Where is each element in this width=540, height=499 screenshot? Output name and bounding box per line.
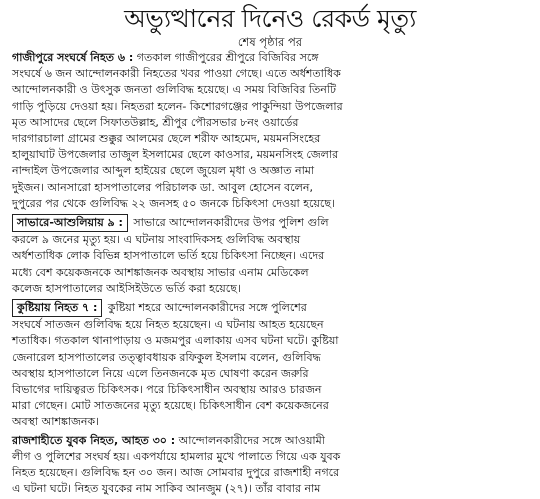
article-line: সংঘর্ষে ৬ জন আন্দোলনকারী নিহতের খবর পাওয়া গেছে। এতে অর্ধশতাধিক bbox=[12, 67, 341, 81]
article-body bbox=[12, 50, 528, 499]
article-line: অবস্থায় হাসপাতালে নিয়ে এলে তিনজনকে মৃত ঘোষণা করেন জরুরি bbox=[12, 366, 309, 380]
article-line: মধ্যে বেশ কয়েকজনকে আশঙ্কাজনক অবস্থায় সাভার এনাম মেডিকেল bbox=[12, 265, 309, 279]
article-line: শতাধিক। গতকাল থানাপাড়ায় ও মজমপুর এলাকায় এসব ঘটনা ঘটে। কুষ্টিয়া bbox=[12, 334, 339, 348]
article-line: সংঘর্ষে সাতজন গুলিবিদ্ধ হয়ে নিহত হয়েছেন। এ ঘটনায় আহত হয়েছেন bbox=[12, 318, 324, 332]
article-line: রাজশাহীতে যুবক নিহত, আহত ৩০ : আন্দোলনকারীদের সঙ্গে আওয়ামী bbox=[12, 433, 325, 447]
article-line: নিহত হয়েছেন। গুলিবিদ্ধ হন ৩০ জন। আজ সোমবার দুপুরে রাজশাহী নগরে bbox=[12, 466, 340, 480]
article-line: সাভারে-আশুলিয়ায় ৯ : সাভারে আন্দোলনকারীদের উপর পুলিশ গুলি bbox=[12, 214, 528, 232]
article-line: মৃত আসাদের ছেলে সিফাতউল্লাহ, শ্রীপুর পৌরসভার ৮নং ওয়ার্ডের bbox=[12, 115, 299, 129]
article-section bbox=[12, 50, 528, 212]
article-section bbox=[12, 214, 528, 297]
article-line: দুপুরের পর থেকে গুলিবিদ্ধ ২২ জনসহ ৫০ জনকে চিকিৎসা দেওয়া হয়েছে। bbox=[12, 196, 335, 210]
article-section bbox=[12, 299, 528, 431]
section-subhead: রাজশাহীতে যুবক নিহত, আহত ৩০ : bbox=[12, 433, 176, 447]
article-line: করলে ৯ জনের মৃত্যু হয়। এ ঘটনায় সাংবাদিকসহ গুলিবিদ্ধ অবস্থায় bbox=[12, 233, 301, 247]
article-line: আন্দোলনকারী ও উৎসুক জনতা গুলিবিদ্ধ হয়েছে। এ সময় বিজিবির তিনটি bbox=[12, 83, 336, 97]
article-line: নান্দাইল উপজেলার আব্দুল হাইয়ের ছেলে জুয়েল মৃধা ও অজ্ঞাত নামা bbox=[12, 164, 315, 178]
article-line: অবস্থা আশঙ্কাজনক। bbox=[12, 415, 100, 429]
article-line: এ ঘটনা ঘটে। নিহত যুবকের নাম সাকিব আনজুম (২৭)। তাঁর বাবার নাম bbox=[12, 482, 321, 496]
article bbox=[0, 4, 540, 496]
continued-note: শেষ পৃষ্ঠার পর bbox=[237, 35, 303, 49]
article-line: লীগ ও পুলিশের সংঘর্ষ হয়। একপর্যায়ে হামলার মুখে পালাতে গিয়ে এক যুবক bbox=[12, 449, 341, 463]
article-line: দারগারচালা গ্রামের শুক্কুর আলমের ছেলে শরীফ আহমেদ, ময়মনসিংহের bbox=[12, 132, 321, 146]
article-line: মারা গেছেন। মোট সাতজনের মৃত্যু হয়েছে। চিকিৎসাধীন বেশ কয়েকজনের bbox=[12, 399, 329, 413]
article-section bbox=[12, 433, 528, 498]
article-line: অর্ধশতাধিক লোক বিভিন্ন হাসপাতালে ভর্তি হয়ে চিকিৎসা নিচ্ছেন। এদের bbox=[12, 249, 325, 263]
article-line: গাড়ি পুড়িয়ে দেওয়া হয়। নিহতরা হলেন- কিশোরগঞ্জের পাকুন্দিয়া উপজেলার bbox=[12, 99, 343, 113]
article-line: বিভাগের দায়িত্বরত চিকিৎসক। পরে চিকিৎসাধীন অবস্থায় আরও চারজন bbox=[12, 383, 322, 397]
section-subhead: গাজীপুরে সংঘর্ষে নিহত ৬ : bbox=[12, 51, 134, 64]
article-line: গাজীপুরে সংঘর্ষে নিহত ৬ : গতকাল গাজীপুরের শ্রীপুরে বিজিবির সঙ্গে bbox=[12, 51, 319, 64]
headline: অভ্যুত্থানের দিনেও রেকর্ড মৃত্যু bbox=[124, 4, 416, 33]
article-line: কলেজ হাসপাতালের আইসিইউতে ভর্তি করা হয়েছে। bbox=[12, 281, 241, 295]
section-subhead: সাভারে-আশুলিয়ায় ৯ : bbox=[12, 214, 128, 232]
article-line: দুইজন। আনসারো হাসপাতালের পরিচালক ডা. আবুল হোসেন বলেন, bbox=[12, 180, 313, 194]
article-line: কুষ্টিয়ায় নিহত ৭ : কুষ্টিয়া শহরে আন্দোলনকারীদের সঙ্গে পুলিশের bbox=[12, 299, 528, 317]
article-line: জেনারেল হাসপাতালের তত্ত্বাবধায়ক রফিকুল ইসলাম বলেন, গুলিবিদ্ধ bbox=[12, 350, 321, 364]
article-line: হালুয়াঘাট উপজেলার তাজুল ইসলামের ছেলে কাওসার, ময়মনসিংহ জেলার bbox=[12, 148, 339, 162]
section-subhead: কুষ্টিয়ায় নিহত ৭ : bbox=[12, 299, 102, 317]
